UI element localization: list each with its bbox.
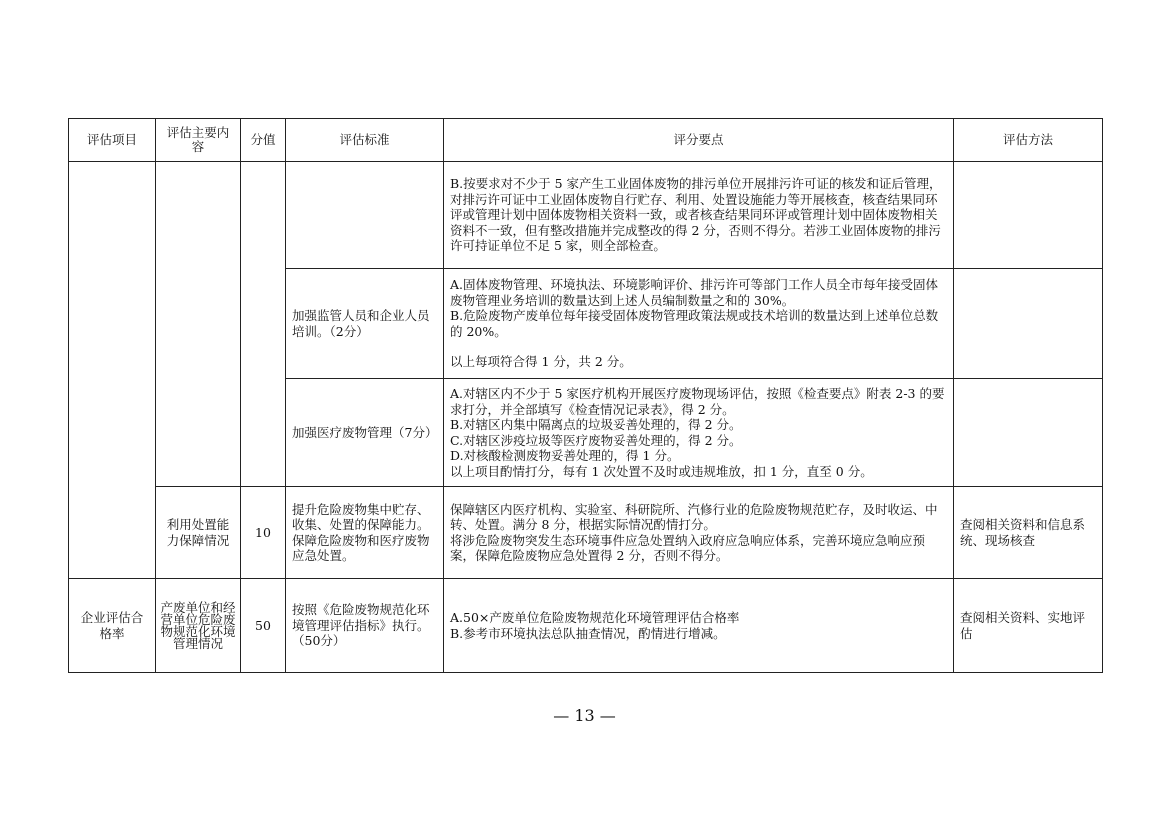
- points-cell: [444, 379, 954, 487]
- point-line: A.固体废物管理、环境执法、环境影响评价、排污许可等部门工作人员全市每年接受固体废物管理业务培训的数量达到上述人员编制数量之和的 30%。: [450, 277, 939, 308]
- header-points: 评分要点: [444, 119, 954, 162]
- point-line: A.对辖区内不少于 5 家医疗机构开展医疗废物现场评估，按照《检查要点》附表 2-3 的要求打分，并全部填写《检查情况记录表》，得 2 分。: [450, 386, 945, 417]
- point-line: B.对辖区内集中隔离点的垃圾妥善处理的，得 2 分。: [450, 417, 742, 432]
- method-cell: [954, 162, 1103, 269]
- point-line: A.50×产废单位危险废物规范化环境管理评估合格率: [450, 610, 740, 625]
- standard-cell: 加强监管人员和企业人员培训。（2分）: [286, 269, 444, 379]
- header-item: 评估项目: [69, 119, 156, 162]
- point-line: 以上项目酌情打分，每有 1 次处置不及时或违规堆放，扣 1 分，直至 0 分。: [450, 463, 873, 479]
- point-line: B.按要求对不少于 5 家产生工业固体废物的排污单位开展排污许可证的核发和证后管理，对排污许可证中工业固体废物自行贮存、利用、处置设施能力等开展核查，核查结果同环评或管理计划中固体废物相关资料一致，或者核查结果同环评或管理计划中固体废物相关资料不一致，但有整改措施并完成整改的得 2 分，否则不得分。若涉工业固体废物的排污许可持证单位不足 5 家，则全部检查。: [450, 176, 942, 254]
- content-cell: 产废单位和经营单位危险废物规范化环境管理情况: [156, 579, 241, 673]
- point-line: 以上每项符合得 1 分，共 2 分。: [450, 354, 632, 370]
- score-cell: [241, 162, 286, 487]
- standard-cell: 按照《危险废物规范化环境管理评估指标》执行。（50分）: [286, 579, 444, 673]
- table-row: [69, 579, 1103, 673]
- point-line: B.危险废物产废单位每年接受固体废物管理政策法规或技术培训的数量达到上述单位总数的 20%。: [450, 308, 939, 339]
- point-line: B.参考市环境执法总队抽查情况，酌情进行增减。: [450, 625, 726, 641]
- content-cell: 利用处置能力保障情况: [156, 487, 241, 579]
- content-cell: [156, 162, 241, 487]
- method-cell: 查阅相关资料和信息系统、现场核查: [954, 487, 1103, 579]
- point-line: [450, 339, 947, 354]
- table-row: [69, 487, 1103, 579]
- header-content: 评估主要内容: [156, 119, 241, 162]
- points-cell: [444, 269, 954, 379]
- score-cell: 10: [241, 487, 286, 579]
- points-cell: [444, 162, 954, 269]
- page-number: — 13 —: [553, 706, 616, 725]
- score-cell: 50: [241, 579, 286, 673]
- table-header-row: [69, 119, 1103, 162]
- item-cell: 企业评估合格率: [69, 579, 156, 673]
- standard-cell: [286, 162, 444, 269]
- evaluation-table: [68, 118, 1103, 673]
- header-score: 分值: [241, 119, 286, 162]
- point-line: C.对辖区涉疫垃圾等医疗废物妥善处理的，得 2 分。: [450, 432, 742, 448]
- table-row: [69, 162, 1103, 269]
- method-cell: [954, 379, 1103, 487]
- standard-cell: 加强医疗废物管理（7分）: [286, 379, 444, 487]
- header-standard: 评估标准: [286, 119, 444, 162]
- point-line: 将涉危险废物突发生态环境事件应急处置纳入政府应急响应体系，完善环境应急响应预案，保障危险废物应急处置得 2 分，否则不得分。: [450, 532, 926, 563]
- method-cell: 查阅相关资料、实地评估: [954, 579, 1103, 673]
- points-cell: [444, 487, 954, 579]
- points-cell: [444, 579, 954, 673]
- point-line: 保障辖区内医疗机构、实验室、科研院所、汽修行业的危险废物规范贮存，及时收运、中转、处置。满分 8 分，根据实际情况酌情打分。: [450, 501, 938, 532]
- header-method: 评估方法: [954, 119, 1103, 162]
- standard-cell: 提升危险废物集中贮存、收集、处置的保障能力。保障危险废物和医疗废物应急处置。: [286, 487, 444, 579]
- point-line: D.对核酸检测废物妥善处理的，得 1 分。: [450, 448, 680, 463]
- item-cell: [69, 162, 156, 579]
- method-cell: [954, 269, 1103, 379]
